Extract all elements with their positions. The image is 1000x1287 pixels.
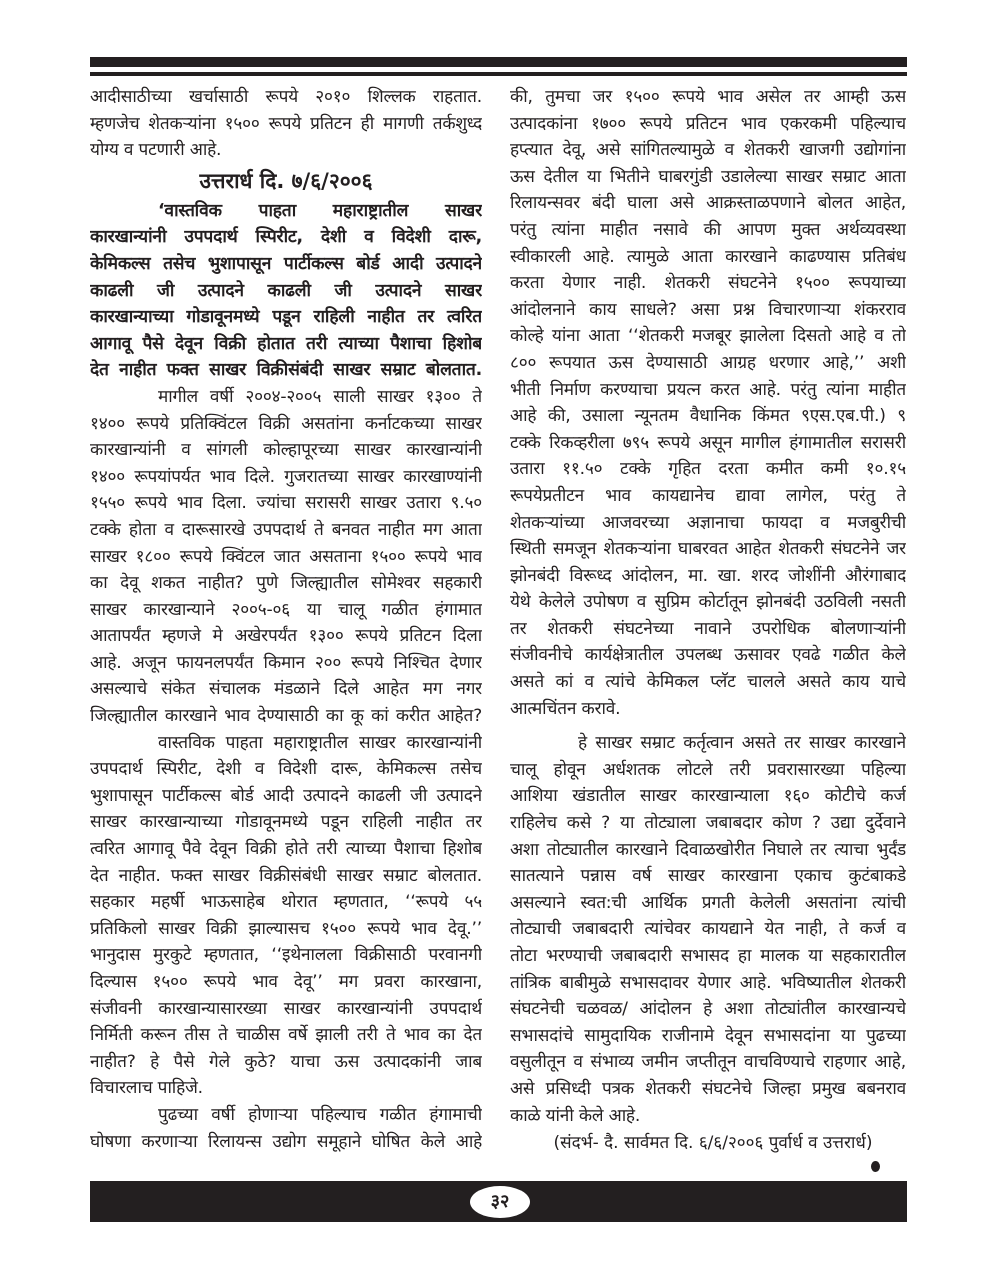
source-reference: (संदर्भ- दै. सार्वमत दि. ६/६/२००६ पुर्वार्ध व उत्तरार्ध)	[553, 1133, 873, 1154]
text-line: स्थिती समजून शेतकऱ्यांना घाबरवत आहेत शेतकरी संघटनेने जर	[510, 539, 906, 560]
text-line: शेतकऱ्यांच्या आजवरच्या अज्ञानाचा फायदा व मजबुरीची	[510, 512, 906, 533]
text-line: येथे केलेले उपोषण व सुप्रिम कोर्टातून झोनबंदी उठविली नसती	[510, 592, 906, 613]
text-line: १४०० रूपये प्रतिक्विंटल विक्री असतांना कर्नाटकच्या साखर	[90, 413, 482, 434]
text-line: हे साखर सम्राट कर्तृत्वान असते तर साखर कारखाने	[578, 733, 906, 754]
text-line: आत्मचिंतन करावे.	[510, 698, 621, 719]
text-line: उत्पादकांना १७०० रूपये प्रतिटन भाव एकरकमी पहिल्याच	[510, 113, 906, 134]
text-line: साखर कारखान्याच्या गोडावूनमध्ये पडून राहिली नाहीत तर	[90, 812, 482, 833]
text-line: आशिया खंडातील साखर कारखान्याला १६० कोटीचे कर्ज	[510, 786, 906, 807]
text-line: तोटा भरण्याची जबाबदारी सभासद हा मालक या सहकारातील	[510, 946, 906, 966]
text-line: साखर १८०० रूपये क्विंटल जात असताना १५०० रूपये भाव	[90, 546, 482, 567]
header-rule-thin	[90, 72, 907, 76]
text-line: तांत्रिक बाबीमुळे सभासदावर येणार आहे. भविष्यातील शेतकरी	[510, 972, 906, 993]
text-line: जिल्ह्यातील कारखाने भाव देण्यासाठी का कू कां करीत आहेत?	[90, 706, 482, 727]
text-line: म्हणजेच शेतकऱ्यांना १५०० रूपये प्रतिटन ही मागणी तर्कशुध्द	[90, 113, 482, 134]
text-line: विचारलाच पाहिजे.	[90, 1078, 203, 1099]
right-column	[510, 84, 906, 1157]
text-line: काढली जी उत्पादने काढली जी उत्पादने साखर	[90, 280, 482, 301]
text-line: स्वीकारली आहे. त्यामुळे आता कारखाने काढण्यास प्रतिबंध	[510, 246, 906, 267]
text-line: उपपदार्थ स्पिरीट, देशी व विदेशी दारू, केमिकल्स तसेच	[90, 759, 482, 780]
text-line: उतारा ११.५० टक्के गृहित दरता कमीत कमी १०.१५	[510, 459, 906, 480]
text-line: चालू होवून अर्धशतक लोटले तरी प्रवरासारख्या पहिल्या	[510, 759, 906, 780]
text-line: असे प्रसिध्दी पत्रक शेतकरी संघटनेचे जिल्हा प्रमुख बबनराव	[510, 1078, 906, 1099]
text-line: रूपयेप्रतीटन भाव कायद्यानेच द्यावा लागेल, परंतु ते	[510, 485, 906, 506]
text-line: आहे. अजून फायनलपर्यंत किमान २०० रूपये निश्चित देणार	[90, 652, 482, 673]
text-line: मागील वर्षी २००४-२००५ साली साखर १३०० ते	[158, 386, 482, 407]
text-line: सहकार महर्षी भाऊसाहेब थोरात म्हणतात, ‘‘रूपये ५५	[90, 892, 482, 913]
paragraph	[90, 730, 482, 1102]
text-line: आगावू पैसे देवून विक्री होतात तरी त्याच्या पैशाचा हिशोब	[90, 333, 482, 354]
text-line: अशा तोट्यातील कारखाने दिवाळखोरीत निघाले तर त्याचा भुर्दंड	[510, 839, 906, 860]
text-line: केमिकल्स तसेच भुशापासून पार्टीकल्स बोर्ड आदी उत्पादने	[90, 253, 482, 274]
text-line: ८०० रूपयात ऊस देण्यासाठी आग्रह धरणार आहे,’’ अशी	[510, 352, 906, 373]
intro-paragraph	[90, 84, 482, 164]
text-line: परंतु त्यांना माहीत नसावे की आपण मुक्त अर्थव्यवस्था	[510, 219, 906, 240]
text-line: हप्त्यात देवू, असे सांगितल्यामुळे व शेतकरी खाजगी उद्योगांना	[510, 140, 906, 161]
text-line: निर्मिती करून तीस ते चाळीस वर्षे झाली तरी ते भाव का देत	[90, 1025, 482, 1046]
text-line: घोषणा करणाऱ्या रिलायन्स उद्योग समूहाने घोषित केले आहे	[90, 1131, 482, 1152]
text-line: त्वरित आगावू पैवे देवून विक्री होते तरी त्याच्या पैशाचा हिशोब	[90, 839, 482, 860]
text-line: वास्तविक पाहता महाराष्ट्रातील साखर कारखान्यांनी	[158, 732, 482, 753]
paragraph	[510, 84, 906, 722]
text-line: वसुलीतून व संभाव्य जमीन जप्तीतून वाचविण्याचे राहणार आहे,	[510, 1052, 906, 1073]
text-line: राहिलेच कसे ? या तोट्याला जबाबदार कोण ? उद्या दुर्देवाने	[510, 813, 906, 834]
text-line: काळे यांनी केले आहे.	[510, 1105, 641, 1126]
text-line: रिलायन्सवर बंदी घाला असे आक्रस्ताळपणाने बोलत आहेत,	[510, 193, 906, 214]
text-line: असल्याने स्वत:ची आर्थिक प्रगती केलेली असतांना त्यांची	[510, 892, 906, 913]
text-line: ऊस देतील या भितीने घाबरगुंडी उडालेल्या साखर सम्राट आता	[510, 166, 906, 187]
text-line: कारखान्यांनी उपपदार्थ स्पिरीट, देशी व विदेशी दारू,	[90, 227, 482, 248]
text-line: का देवू शकत नाहीत? पुणे जिल्ह्यातील सोमेश्वर सहकारी	[90, 573, 482, 594]
bold-quote-paragraph	[90, 198, 482, 384]
text-line: पुढच्या वर्षी होणाऱ्या पहिल्याच गळीत हंगामाची	[158, 1104, 482, 1125]
text-line: आतापर्यंत म्हणजे मे अखेरपर्यंत १३०० रूपये प्रतिटन दिला	[90, 626, 482, 647]
text-line: सातत्याने पन्नास वर्ष साखर कारखाना एकाच कुटंबाकडे	[510, 866, 906, 887]
paragraph	[90, 384, 482, 730]
text-line: १४०० रूपयांपर्यत भाव दिले. गुजरातच्या साखर कारखाण्यांनी	[90, 466, 482, 487]
text-line: संजीवनी कारखान्यासारख्या साखर कारखान्यांनी उपपदार्थ	[90, 998, 482, 1019]
end-mark-bullet	[871, 1161, 880, 1172]
text-line: आंदोलनाने काय साधले? असा प्रश्न विचारणाऱ्या शंकरराव	[510, 299, 906, 320]
text-line: संघटनेची चळवळ/ आंदोलन हे अशा तोट्यांतील कारखान्यचे	[510, 999, 906, 1020]
paragraph	[90, 1102, 482, 1155]
header-rule-thick	[90, 57, 907, 67]
text-line: तर शेतकरी संघटनेच्या नावाने उपरोधिक बोलणाऱ्यांनी	[510, 618, 906, 639]
text-line: झोनबंदी विरूध्द आंदोलन, मा. खा. शरद जोशींनी औरंगाबाद	[510, 565, 906, 586]
text-line: देत नाहीत फक्त साखर विक्रीसंबंदी साखर सम्राट बोलतात.	[90, 360, 482, 381]
text-line: टक्के होता व दारूसारखे उपपदार्थ ते बनवत नाहीत मग आता	[90, 519, 482, 540]
text-line: भुशापासून पार्टीकल्स बोर्ड आदी उत्पादने काढली जी उत्पादने	[90, 785, 482, 806]
text-line: संजीवनीचे कार्यक्षेत्रातील उपलब्ध ऊसावर एवढे गळीत केले	[510, 645, 906, 666]
page-number: ३२	[470, 1186, 530, 1218]
text-line: की, तुमचा जर १५०० रूपये भाव असेल तर आम्ही ऊस	[510, 87, 906, 107]
text-line: असल्याचे संकेत संचालक मंडळाने दिले आहेत मग नगर	[90, 679, 482, 700]
text-line: टक्के रिकव्हरीला ७९५ रूपये असून मागील हंगामातील सरासरी	[510, 432, 906, 453]
section-heading: उत्तरार्ध दि. ७/६/२००६	[199, 168, 373, 193]
text-line: भीती निर्माण करण्याचा प्रयत्न करत आहे. परंतु त्यांना माहीत	[510, 379, 906, 400]
text-line: आहे की, उसाला न्यूनतम वैधानिक किंमत ९एस.एब.पी.) ९	[510, 406, 906, 427]
text-line: कोल्हे यांना आता ‘‘शेतकरी मजबूर झालेला दिसतो आहे व तो	[510, 326, 906, 347]
text-line: करता येणार नाही. शेतकरी संघटनेने १५०० रूपयाच्या	[510, 273, 906, 294]
text-line: प्रतिकिलो साखर विक्री झाल्यासच १५०० रूपये भाव देवू.’’	[90, 918, 482, 939]
text-line: आदीसाठीच्या खर्चासाठी रूपये २०१० शिल्लक राहतात.	[90, 87, 482, 107]
text-line: तोट्याची जबाबदारी त्यांचेवर कायद्याने येत नाही, ते कर्ज व	[510, 919, 906, 940]
text-line: कारखान्याच्या गोडावूनमध्ये पडून राहिली नाहीत तर त्वरित	[90, 307, 482, 328]
text-line: १५५० रूपये भाव दिला. ज्यांचा सरासरी साखर उतारा ९.५०	[90, 493, 482, 514]
text-line: सभासदांचे सामुदायिक राजीनामे देवून सभासदांना या पुढच्या	[510, 1025, 906, 1046]
paragraph	[510, 730, 906, 1129]
text-line: असते कां व त्यांचे केमिकल प्लॅट चालले असते काय याचे	[510, 672, 906, 693]
left-column	[90, 84, 482, 1155]
text-line: योग्य व पटणारी आहे.	[90, 140, 222, 161]
text-line: नाहीत? हे पैसे गेले कुठे? याचा ऊस उत्पादकांनी जाब	[90, 1051, 482, 1072]
text-line: कारखान्यांनी व सांगली कोल्हापूरच्या साखर कारखान्यांनी	[90, 440, 482, 461]
text-line: साखर कारखान्याने २००५-०६ या चालू गळीत हंगामात	[90, 599, 482, 620]
text-line: ‘वास्तविक पाहता महाराष्ट्रातील साखर	[158, 200, 482, 221]
text-line: भानुदास मुरकुटे म्हणतात, ‘‘इथेनालला विक्रीसाठी परवानगी	[90, 945, 482, 966]
text-line: दिल्यास १५०० रूपये भाव देवू’’ मग प्रवरा कारखाना,	[90, 972, 482, 992]
text-line: देत नाहीत. फक्त साखर विक्रीसंबंधी साखर सम्राट बोलतात.	[90, 865, 482, 886]
